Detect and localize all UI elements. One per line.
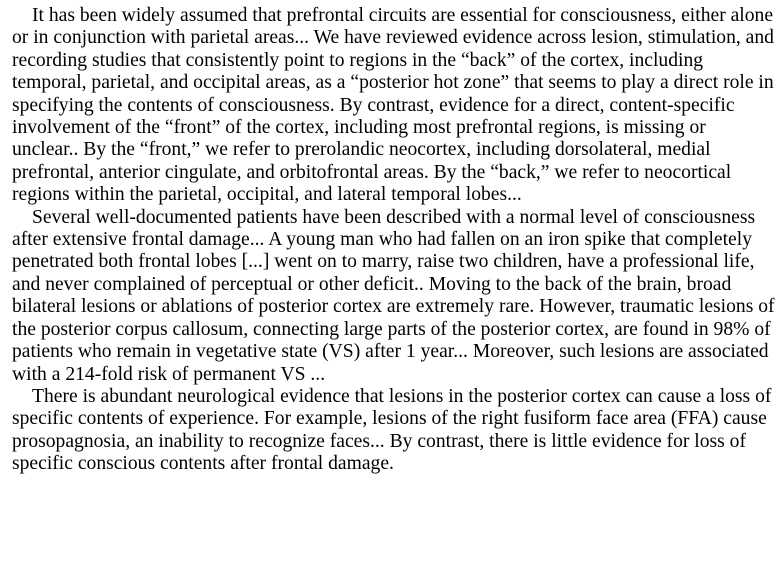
- paragraph-1: It has been widely assumed that prefrontal circuits are essential for consciousness, either alone or in conjunction with parietal areas... We have reviewed evidence across lesion, stimulation, and recording studies that consistently point to regions in the “back” of the cortex, including temporal, parietal, and occipital areas, as a “posterior hot zone” that seems to play a direct role in specifying the contents of consciousness. By contrast, evidence for a direct, content-specific involvement of the “front” of the cortex, including most prefrontal regions, is missing or unclear.. By the “front,” we refer to prerolandic neocortex, including dorsolateral, medial prefrontal, anterior cingulate, and orbitofrontal areas. By the “back,” we refer to neocortical regions within the parietal, occipital, and lateral temporal lobes...: [12, 5, 774, 206]
- paragraph-3: There is abundant neurological evidence that lesions in the posterior cortex can cause a loss of specific contents of experience. For example, lesions of the right fusiform face area (FFA) cause prosopagnosia, an inability to recognize faces... By contrast, there is little evidence for loss of specific conscious contents after frontal damage.: [12, 385, 772, 475]
- paragraph-2: Several well-documented patients have been described with a normal level of consciousness after extensive frontal damage... A young man who had fallen on an iron spike that completely penetrated both frontal lobes [...] went on to marry, raise two children, have a professional life, and never complained of perceptual or other deficit.. Moving to the back of the brain, broad bilateral lesions or ablations of posterior cortex are extremely rare. However, traumatic lesions of the posterior corpus callosum, connecting large parts of the posterior cortex, are found in 98% of patients who remain in vegetative state (VS) after 1 year... Moreover, such lesions are associated with a 214-fold risk of permanent VS ...: [12, 206, 775, 385]
- document-body: [12, 5, 777, 476]
